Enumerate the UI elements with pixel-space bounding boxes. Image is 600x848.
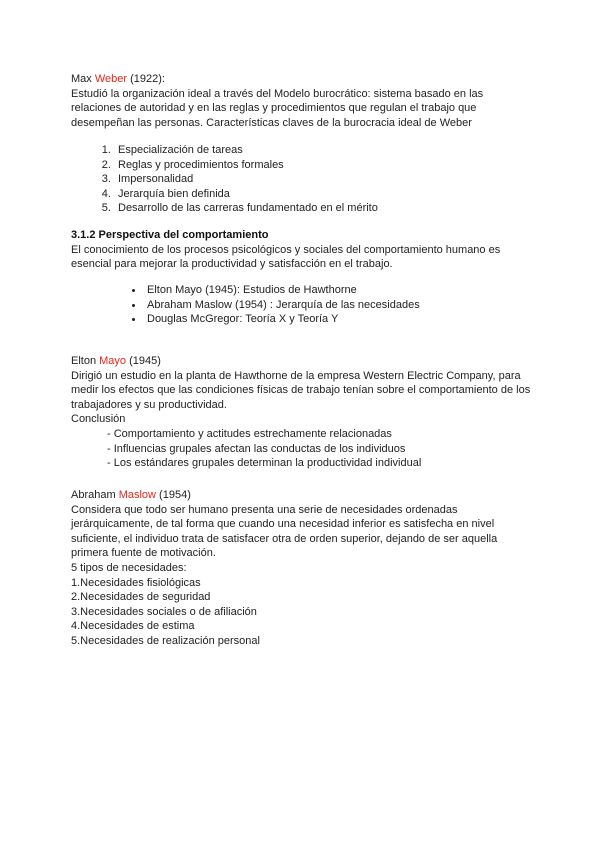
behavior-section xyxy=(71,228,531,272)
weber-features xyxy=(71,143,531,216)
section-heading: 3.1.2 Perspectiva del comportamiento xyxy=(71,229,269,241)
maslow-name-highlight: Maslow xyxy=(118,489,156,501)
maslow-needs-label: 5 tipos de necesidades: xyxy=(71,561,187,574)
list-item: - Comportamiento y actitudes estrechamente relacionadas xyxy=(107,427,392,440)
behavior-intro: El conocimiento de los procesos psicológicos y sociales del comportamiento humano es esencial para mejorar la productividad y satisfacción en el trabajo. xyxy=(71,243,501,271)
list-item: 1. Especialización de tareas xyxy=(114,143,531,158)
weber-name-prefix: Max xyxy=(71,73,95,85)
maslow-name-prefix: Abraham xyxy=(71,489,119,501)
weber-name-highlight: Weber xyxy=(94,73,128,85)
list-item: 5.Necesidades de realización personal xyxy=(71,634,260,647)
list-item: 4.Necesidades de estima xyxy=(71,620,195,633)
mayo-name-prefix: Elton xyxy=(71,355,100,367)
maslow-section xyxy=(71,488,516,649)
mayo-name-suffix: (1945) xyxy=(126,355,161,367)
maslow-name-suffix: (1954) xyxy=(156,489,191,501)
authors-list xyxy=(71,283,531,327)
weber-name-suffix: (1922): xyxy=(127,73,165,85)
maslow-heading xyxy=(71,488,516,503)
mayo-conclusion-label: Conclusión xyxy=(71,413,126,426)
weber-heading xyxy=(71,72,531,87)
list-item: - Los estándares grupales determinan la productividad individual xyxy=(107,457,422,470)
list-item: - Influencias grupales afectan las conductas de los individuos xyxy=(107,442,406,455)
list-item: 2. Reglas y procedimientos formales xyxy=(114,158,531,173)
list-item: 3. Impersonalidad xyxy=(114,172,531,187)
list-item: 1.Necesidades fisiológicas xyxy=(71,576,201,589)
weber-description: Estudió la organización ideal a través del Modelo burocrático: sistema basado en las relaciones de autoridad y en las reglas y procedimientos que regulan el trabajo que desempeñan las personas. Características claves de la burocracia ideal de Weber xyxy=(71,87,484,129)
list-item: 3.Necesidades sociales o de afiliación xyxy=(71,605,257,618)
mayo-heading xyxy=(71,354,536,369)
list-item: 4. Jerarquía bien definida xyxy=(114,187,531,202)
mayo-description: Dirigió un estudio en la planta de Hawthorne de la empresa Western Electric Company, para medir los efectos que las condiciones físicas de trabajo tenían sobre el comportamiento de los trabajadores y su productividad. xyxy=(71,369,531,411)
mayo-name-highlight: Mayo xyxy=(99,355,127,367)
list-item: • Douglas McGregor: Teoría X y Teoría Y xyxy=(144,312,531,327)
list-item: 5. Desarrollo de las carreras fundamentado en el mérito xyxy=(114,201,531,216)
list-item: 2.Necesidades de seguridad xyxy=(71,591,211,604)
weber-section xyxy=(71,72,531,130)
mayo-section xyxy=(71,354,536,471)
list-item: • Elton Mayo (1945): Estudios de Hawthorne xyxy=(144,283,531,298)
list-item: • Abraham Maslow (1954) : Jerarquía de las necesidades xyxy=(144,298,531,313)
maslow-description: Considera que todo ser humano presenta una serie de necesidades ordenadas jerárquicamente, de tal forma que cuando una necesidad inferior es satisfecha en nivel suficiente, el individuo trata de satisfacer otra de orden superior, dejando de ser aquella primera fuente de motivación. xyxy=(71,503,498,560)
